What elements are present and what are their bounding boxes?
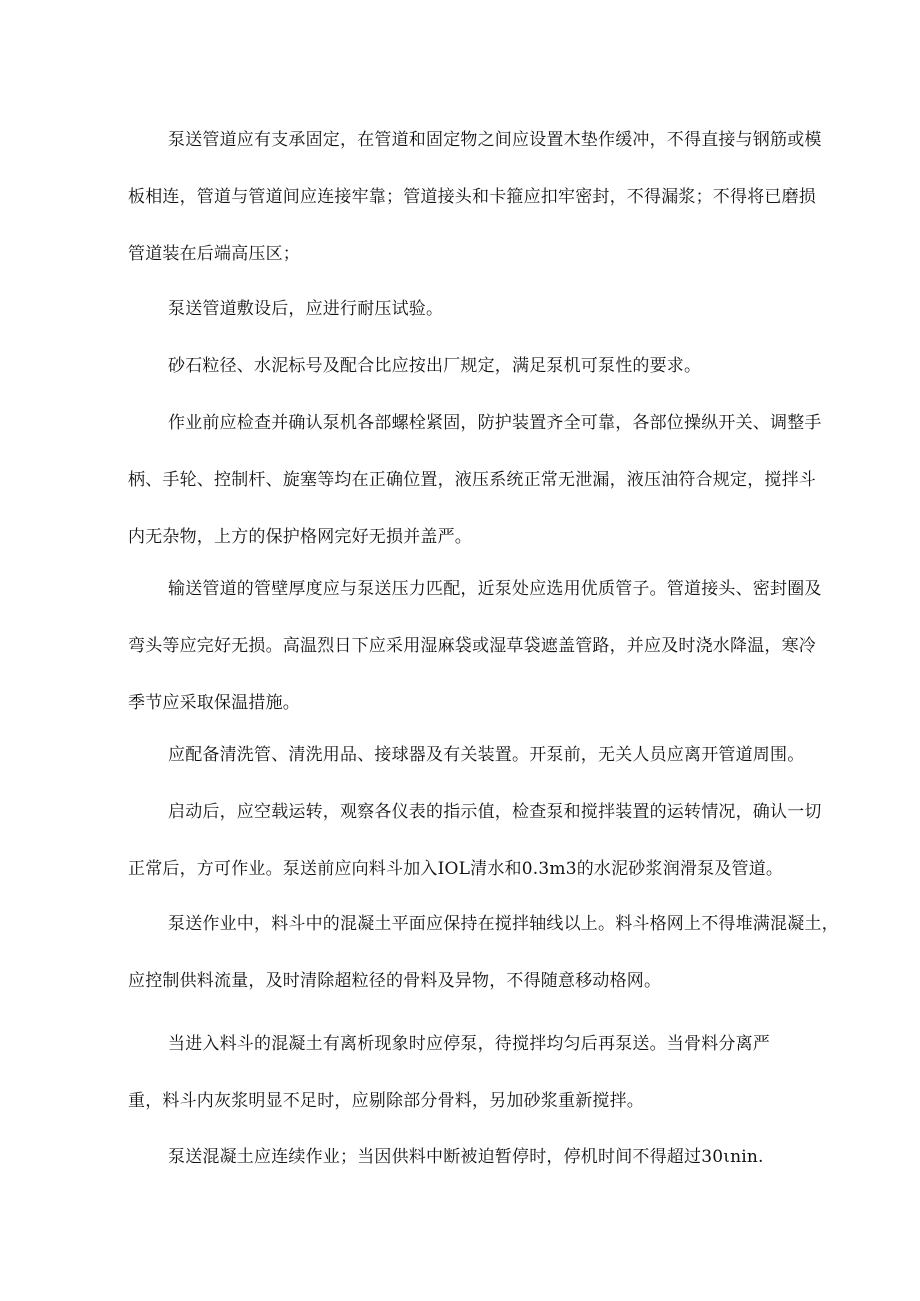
paragraph-line: 重，料斗内灰浆明显不足时，应剔除部分骨料，另加砂浆重新搅拌。 <box>128 1091 644 1111</box>
paragraph-segregation <box>128 1016 818 1130</box>
paragraph-aggregate-spec <box>128 338 818 395</box>
paragraph-line: 泵送管道应有支承固定，在管道和固定物之间应设置木垫作缓冲，不得直接与钢筋或模 <box>168 130 822 150</box>
paragraph-line: 柄、手轮、控制杆、旋塞等均在正确位置，液压系统正常无泄漏，液压油符合规定，搅拌斗 <box>128 470 816 490</box>
paragraph-line: 季节应采取保温措施。 <box>128 693 300 713</box>
paragraph-line: 砂石粒径、水泥标号及配合比应按出厂规定，满足泵机可泵性的要求。 <box>168 356 702 376</box>
paragraph-line: 内无杂物，上方的保护格网完好无损并盖严。 <box>128 527 472 547</box>
paragraph-line: 泵送混凝土应连续作业；当因供料中断被迫暂停时，停机时间不得超过30ιnin. <box>168 1147 764 1167</box>
paragraph-line: 正常后，方可作业。泵送前应向料斗加入IOL清水和0.3m3的水泥砂浆润滑泵及管道。 <box>128 859 784 879</box>
paragraph-line: 当进入料斗的混凝土有离析现象时应停泵，待搅拌均匀后再泵送。当骨料分离严 <box>168 1034 770 1054</box>
paragraph-line: 作业前应检查并确认泵机各部螺栓紧固，防护装置齐全可靠，各部位操纵开关、调整手 <box>168 413 822 433</box>
paragraph-pipe-wall <box>128 561 822 732</box>
paragraph-line: 弯头等应完好无损。高温烈日下应采用湿麻袋或湿草袋遮盖管路，并应及时浇水降温，寒冷 <box>128 636 816 656</box>
paragraph-line: 启动后，应空载运转，观察各仪表的指示值，检查泵和搅拌装置的运转情况，确认一切 <box>168 802 822 822</box>
paragraph-pre-operation-check <box>128 395 822 566</box>
paragraph-pressure-test <box>128 281 818 338</box>
paragraph-line: 应控制供料流量，及时清除超粒径的骨料及异物，不得随意移动格网。 <box>128 971 662 991</box>
paragraph-pipe-support <box>128 112 822 283</box>
paragraph-continuous-operation <box>128 1129 818 1186</box>
paragraph-line: 应配备清洗管、清洗用品、接球器及有关装置。开泵前，无关人员应离开管道周围。 <box>168 745 805 765</box>
paragraph-line: 泵送管道敷设后，应进行耐压试验。 <box>168 299 444 319</box>
paragraph-cleaning-equipment <box>128 727 818 784</box>
paragraph-line: 泵送作业中，料斗中的混凝土平面应保持在搅拌轴线以上。料斗格网上不得堆满混凝土， <box>168 914 839 934</box>
paragraph-line: 板相连，管道与管道间应连接牢靠；管道接头和卡箍应扣牢密封，不得漏浆；不得将已磨损 <box>128 187 816 207</box>
paragraph-startup <box>128 784 822 898</box>
paragraph-pumping-operation <box>128 896 839 1010</box>
paragraph-line: 管道装在后端高压区； <box>128 244 300 264</box>
paragraph-line: 输送管道的管壁厚度应与泵送压力匹配，近泵处应选用优质管子。管道接头、密封圈及 <box>168 579 822 599</box>
